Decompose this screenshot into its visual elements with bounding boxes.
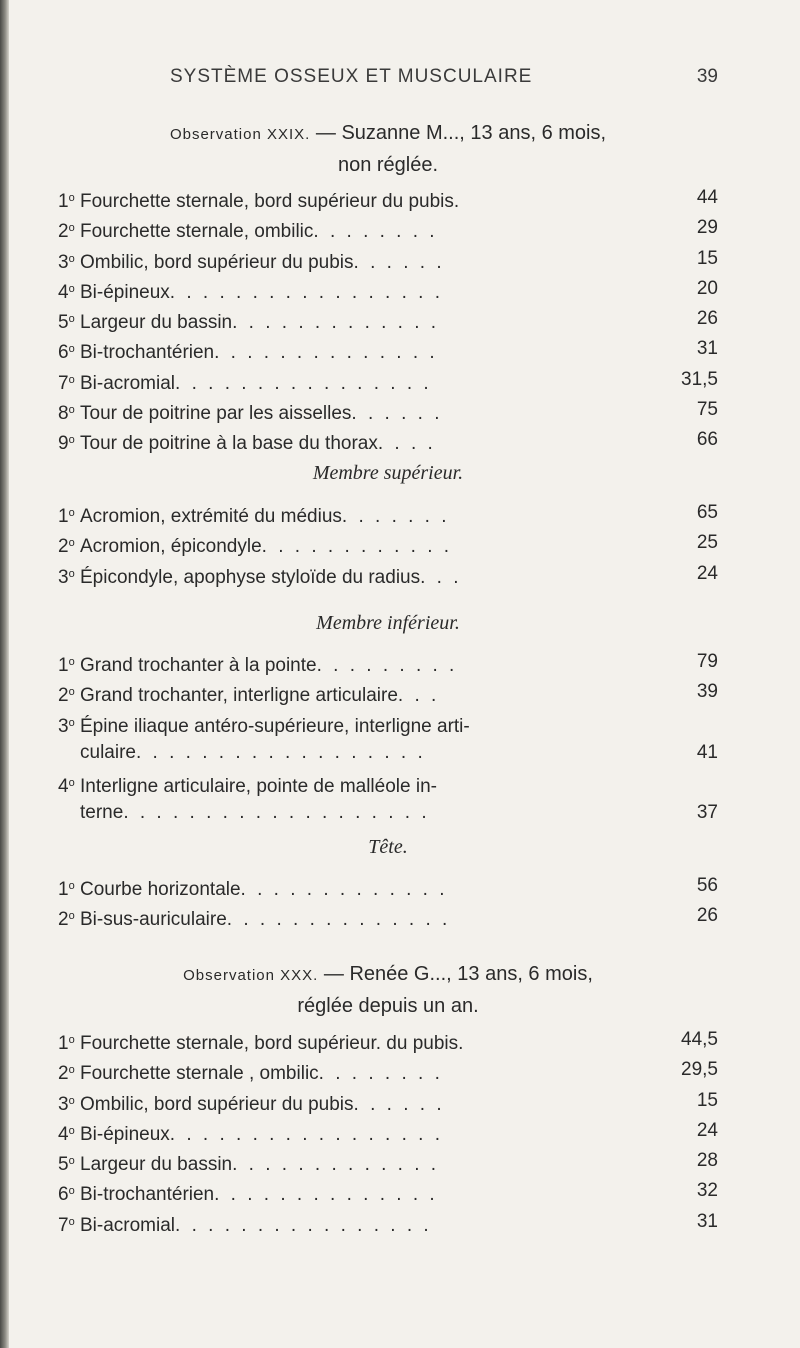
obs29-measurements	[58, 183, 718, 456]
leader-dots: . . . . . . . . . . . . .	[240, 879, 448, 900]
measurement-label: Fourchette sternale, bord supérieur du pubis.	[80, 191, 460, 212]
leader-dots: . . .	[397, 685, 440, 707]
measurement-label: Largeur du bassin	[80, 312, 233, 334]
measurement-label: Bi-épineux	[80, 1123, 170, 1145]
measurement-row	[58, 274, 718, 304]
measurement-value: 15	[696, 247, 718, 269]
measurement-label: Ombilic, bord supérieur du pubis	[80, 251, 354, 273]
measurement-row	[58, 1207, 718, 1237]
measurement-row	[58, 768, 718, 798]
observation-subject: — Renée G..., 13 ans, 6 mois,	[318, 963, 593, 985]
measurement-value: 39	[696, 681, 718, 703]
measurement-label: Largeur du bassin	[80, 1154, 233, 1176]
measurement-value: 29	[696, 217, 718, 239]
leader-dots: . . . . . . . . . . . . . . . . . . .	[123, 802, 430, 824]
measurement-row	[58, 528, 718, 558]
item-number: 9$^o$	[58, 433, 75, 455]
leader-dots: . . . . . . . .	[313, 221, 438, 243]
measurement-value: 25	[696, 532, 718, 554]
running-header	[58, 66, 718, 96]
item-number: 7$^o$	[58, 1214, 75, 1236]
item-number: 1$^o$	[58, 506, 75, 527]
item-number: 3$^o$	[58, 251, 75, 273]
leader-dots: . . . . . . . . . . . .	[261, 536, 453, 558]
measurement-label: Interligne articulaire, pointe de malléole in-	[80, 776, 437, 798]
measurement-row	[58, 334, 718, 364]
leader-dots: . . . . . . . . . . . . . .	[226, 909, 451, 931]
obs29-head-measurements	[58, 871, 718, 932]
page-number: 39	[696, 66, 718, 87]
leader-dots: . . . . . . . . . . . . .	[232, 312, 440, 334]
measurement-value: 79	[696, 651, 718, 672]
measurement-label: Courbe horizontale	[80, 879, 241, 900]
section-title-membre-superieur: Membre supérieur.	[312, 462, 464, 484]
measurement-label: Épine iliaque antéro-supérieure, interligne arti-	[80, 715, 470, 737]
page-binding-edge	[0, 0, 9, 1348]
measurement-label: Bi-trochantérien	[80, 1184, 215, 1206]
obs29-upper-limb-measurements	[58, 498, 718, 589]
item-number: 6$^o$	[58, 1184, 75, 1206]
item-number: 1$^o$	[58, 655, 75, 676]
measurement-row	[58, 213, 718, 243]
measurement-row	[58, 901, 718, 931]
measurement-value: 20	[696, 277, 718, 299]
measurement-value: 66	[696, 429, 718, 451]
item-number: 5$^o$	[58, 312, 75, 334]
measurement-row	[58, 304, 718, 334]
observation-subject-line2: réglée depuis un an.	[297, 995, 479, 1017]
measurement-row	[58, 1025, 718, 1055]
measurement-row	[58, 559, 718, 589]
item-number: 1$^o$	[58, 879, 75, 900]
measurement-label: terne	[80, 802, 124, 824]
item-number: 2$^o$	[58, 221, 75, 243]
measurement-value: 32	[696, 1180, 718, 1202]
leader-dots: . . . . . . .	[341, 506, 450, 527]
measurement-row	[58, 708, 718, 738]
leader-dots: . . . . . . . . . . . . . . . . .	[169, 281, 443, 303]
measurement-label: Bi-acromial	[80, 372, 176, 394]
observation-subject: — Suzanne M..., 13 ans, 6 mois,	[310, 122, 607, 144]
measurement-row	[58, 1055, 718, 1085]
measurement-label: Tour de poitrine par les aisselles	[80, 403, 352, 425]
measurement-row	[58, 1086, 718, 1116]
measurement-value: 26	[696, 905, 718, 927]
measurement-row	[58, 677, 718, 707]
measurement-label: culaire	[80, 741, 136, 763]
observation-label: Observation XXX.	[183, 967, 319, 984]
item-number: 7$^o$	[58, 372, 75, 394]
measurement-label: Grand trochanter, interligne articulaire	[80, 685, 398, 707]
item-number: 2$^o$	[58, 909, 75, 931]
measurement-value: 56	[696, 875, 718, 896]
item-number: 4$^o$	[58, 776, 75, 798]
measurement-row	[58, 798, 718, 828]
section-title-tete: Tête.	[368, 836, 408, 858]
measurement-value: 41	[696, 741, 718, 763]
item-number: 2$^o$	[58, 685, 75, 707]
measurement-value: 15	[696, 1089, 718, 1111]
measurement-value: 65	[696, 502, 718, 523]
measurement-value: 44	[696, 187, 718, 208]
measurement-row	[58, 365, 718, 395]
item-number: 5$^o$	[58, 1154, 75, 1176]
measurement-label: Bi-acromial	[80, 1214, 176, 1236]
item-number: 4$^o$	[58, 1123, 75, 1145]
measurement-label: Épicondyle, apophyse styloïde du radius	[80, 566, 421, 588]
measurement-label: Tour de poitrine à la base du thorax	[80, 433, 378, 455]
measurement-value: 29,5	[681, 1059, 718, 1081]
obs29-lower-limb-measurements	[58, 647, 718, 829]
measurement-label: Acromion, épicondyle	[80, 536, 262, 558]
leader-dots: . . . . . .	[351, 403, 443, 425]
measurement-value: 31	[696, 1210, 718, 1232]
measurement-row	[58, 498, 718, 528]
measurement-value: 75	[696, 399, 718, 421]
leader-dots: . . . . . . . . . . . . . .	[214, 1184, 438, 1206]
leader-dots: . . . . . .	[353, 1093, 445, 1115]
measurement-value: 31	[696, 338, 718, 360]
leader-dots: . . . .	[377, 433, 436, 455]
measurement-label: Grand trochanter à la pointe	[80, 655, 317, 676]
measurement-row	[58, 738, 718, 768]
section-title-membre-inferieur: Membre inférieur.	[316, 612, 460, 634]
leader-dots: . . . . . .	[353, 251, 445, 273]
observation-29-title	[58, 118, 718, 180]
item-number: 3$^o$	[58, 566, 75, 588]
measurement-row	[58, 425, 718, 455]
measurement-label: Bi-épineux	[80, 281, 170, 303]
observation-subject-line2: non réglée.	[337, 154, 439, 176]
observation-label: Observation XXIX.	[169, 126, 311, 143]
measurement-value: 24	[696, 1119, 718, 1141]
leader-dots: . . . . . . . . . . . . . . . .	[175, 1214, 432, 1236]
measurement-row	[58, 183, 718, 213]
measurement-row	[58, 871, 718, 901]
measurement-row	[58, 1176, 718, 1206]
item-number: 2$^o$	[58, 1063, 75, 1085]
measurement-value: 31,5	[681, 368, 718, 390]
leader-dots: . . .	[420, 566, 462, 588]
measurement-row	[58, 395, 718, 425]
item-number: 4$^o$	[58, 281, 75, 303]
item-number: 3$^o$	[58, 1093, 75, 1115]
leader-dots: . . . . . . . . .	[316, 655, 458, 676]
obs30-measurements	[58, 1025, 718, 1237]
leader-dots: . . . . . . . . . . . . . .	[214, 342, 438, 364]
measurement-label: Ombilic, bord supérieur du pubis	[80, 1093, 354, 1115]
item-number: 6$^o$	[58, 342, 75, 364]
measurement-value: 44,5	[681, 1029, 718, 1050]
measurement-label: Fourchette sternale , ombilic	[80, 1063, 319, 1085]
measurement-value: 24	[696, 562, 718, 584]
observation-30-title	[58, 959, 718, 1021]
item-number: 2$^o$	[58, 536, 75, 558]
item-number: 3$^o$	[58, 715, 75, 737]
measurement-value: 28	[696, 1150, 718, 1172]
measurement-row	[58, 647, 718, 677]
leader-dots: . . . . . . . .	[318, 1063, 443, 1085]
measurement-label: Bi-sus-auriculaire	[80, 909, 227, 931]
measurement-label: Bi-trochantérien	[80, 342, 215, 364]
leader-dots: . . . . . . . . . . . . . . . . . .	[135, 741, 426, 763]
measurement-label: Fourchette sternale, bord supérieur. du pubis.	[80, 1033, 464, 1054]
running-title: SYSTÈME OSSEUX ET MUSCULAIRE	[170, 66, 533, 87]
measurement-label: Acromion, extrémité du médius	[80, 506, 342, 527]
item-number: 1$^o$	[58, 1033, 75, 1054]
item-number: 8$^o$	[58, 403, 75, 425]
measurement-row	[58, 244, 718, 274]
measurement-row	[58, 1116, 718, 1146]
measurement-row	[58, 1146, 718, 1176]
item-number: 1$^o$	[58, 191, 75, 212]
measurement-value: 37	[696, 802, 718, 824]
leader-dots: . . . . . . . . . . . . .	[232, 1154, 440, 1176]
measurement-value: 26	[696, 308, 718, 330]
measurement-label: Fourchette sternale, ombilic	[80, 221, 314, 243]
leader-dots: . . . . . . . . . . . . . . . .	[175, 372, 432, 394]
leader-dots: . . . . . . . . . . . . . . . . .	[169, 1123, 443, 1145]
